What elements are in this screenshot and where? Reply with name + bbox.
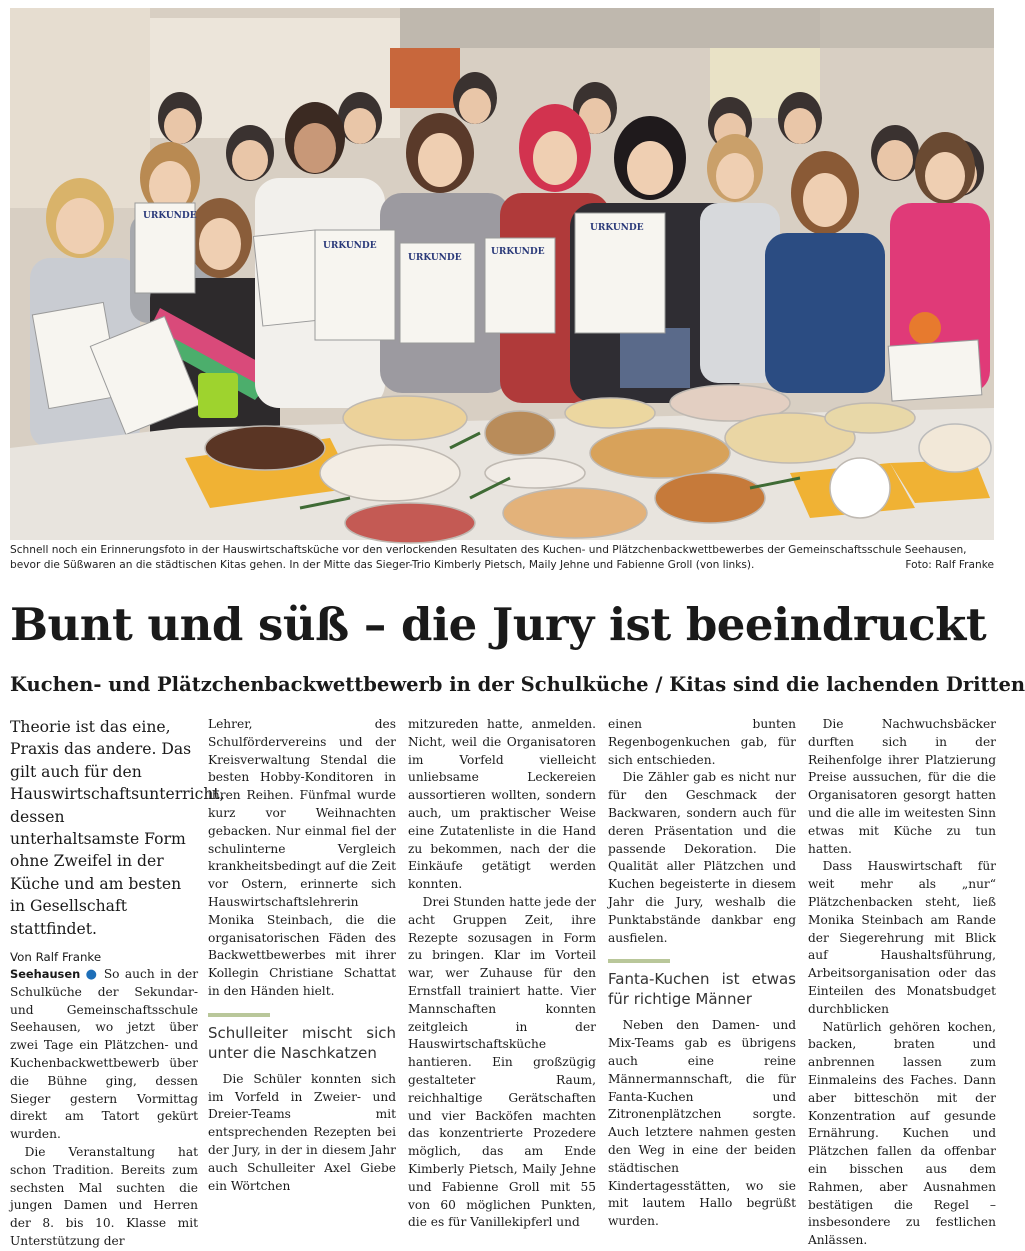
paragraph-4-continued — [608, 716, 796, 769]
paragraph-3 — [208, 1071, 396, 1196]
dateline: Seehausen — [10, 967, 81, 982]
subhead-2: Fanta-Kuchen ist etwas für richtige Männer — [608, 970, 796, 1009]
paragraph-3-text-a: Die Schüler konnten sich im Vorfeld in Zweier- und Dreier-Teams mit entsprechenden Rezepten bei der Jury, in der in diesem Jahr auch Schulleiter Axel Giebe ein Wörtchen — [208, 1071, 396, 1193]
article-column-5 — [808, 716, 996, 1248]
group-photo-icon — [10, 8, 994, 540]
paragraph-3-continued — [408, 716, 596, 894]
photo-credit: Foto: Ralf Franke — [905, 559, 994, 571]
svg-text:URKUNDE: URKUNDE — [590, 223, 644, 233]
paragraph-5: Die Zähler gab es nicht nur für den Geschmack der Backwaren, sondern auch für deren Präsentation und die passende Dekoration. Die Qualität aller Plätzchen und Kuchen begeisterte in diesem Jahr die Jury, weshalb die Punktabstände dankbar eng ausfielen. — [608, 770, 796, 945]
paragraph-6: Neben den Damen- und Mix-Teams gab es übrigens auch eine reine Männermannschaft, die für Fanta-Kuchen und Zitronenplätzchen sorgte. Auch letztere nahmen gesten den Weg in eine der beiden städtischen Kindertagesstätten, wo sie mit lautem Hallo begrüßt wurden. — [608, 1018, 796, 1229]
paragraph-8: Dass Hauswirtschaft für weit mehr als „nur“ Plätzchenbacken steht, ließ Monika Steinbach am Rande der Siegerehrung mit Blick auf Haushaltsführung, Arbeitsorganisation oder das Einteilen des Monatsbudget durchblicken — [808, 859, 996, 1016]
photo-caption — [10, 543, 994, 573]
paragraph-1-text: So auch in der Schulküche der Sekundar- und Gemeinschaftsschule Seehausen, wo jetzt über zwei Tage ein Plätzchen- und Kuchenbackwettbewerb über die Bühne ging, dessen Sieger gestern Vormittag direkt am Tatort gekürt wurden. — [10, 967, 199, 1142]
bullet-dot-icon: ● — [85, 967, 99, 983]
subhead-2-block — [608, 959, 796, 1009]
paragraph-3-text-b: mitzureden hatte, anmelden. Nicht, weil die Organisatoren im Vorfeld vielleicht unliebsame Leckereien aussortieren wollten, sondern auch, um praktischer Weise eine Zutatenliste in die Hand zu bekommen, nach der die Einkäufe getätigt werden konnten. — [408, 717, 596, 892]
paragraph-7: Die Nachwuchsbäcker durften sich in der Reihenfolge ihrer Platzierung Preise aussuchen, für die die Organisatoren gesorgt hatten und die alle im weitesten Sinn etwas mit Küche zu tun hatten. — [808, 717, 996, 856]
article-subheadline: Kuchen- und Plätzchenbackwettbewerb in der Schulküche / Kitas sind die lachenden Dritten — [10, 673, 1025, 696]
paragraph-2 — [10, 1144, 198, 1251]
article-headline: Bunt und süß – die Jury ist beeindruckt — [10, 598, 987, 651]
paragraph-2-text-b: Lehrer, des Schulfördervereins und der Kreisverwaltung Stendal die besten Hobby-Konditoren in ihren Reihen. Fünfmal wurde kurz vor Weihnachten gebacken. Nur einmal fiel der schulinterne Vergleich krankheitsbedingt auf die Zeit vor Ostern, erinnerte sich Hauswirtschaftslehrerin Monika Steinbach, die die organisatorischen Fäden des Backwettbewerbes mit ihrer Kollegin Christiane Schattat in den Händen hielt. — [208, 717, 396, 998]
svg-text:URKUNDE: URKUNDE — [323, 241, 377, 251]
paragraph-2-text-a: Die Veranstaltung hat schon Tradition. Bereits zum sechsten Mal suchten die jungen Damen und Herren der 8. bis 10. Klasse mit Unterstützung der — [10, 1145, 198, 1249]
subhead-2-bar — [608, 959, 670, 963]
paragraph-2-continued — [208, 716, 396, 1001]
subhead-1: Schulleiter mischt sich unter die Naschkatzen — [208, 1023, 396, 1062]
subhead-1-bar — [208, 1013, 270, 1017]
article-column-3 — [408, 716, 596, 1230]
group-photo — [10, 8, 994, 540]
paragraph-4-text-b: einen bunten Regenbogenkuchen gab, für sich entschieden. — [608, 717, 796, 767]
svg-text:URKUNDE: URKUNDE — [143, 211, 197, 221]
paragraph-9: Natürlich gehören kochen, backen, braten und anbrennen lassen zum Einmaleins des Faches. Dann aber bitteschön mit der Konzentration auf gesunde Ernährung. Kuchen und Plätzchen fallen da offenbar ein bisschen aus dem Rahmen, aber Ausnahmen bestätigen die Regel – insbesondere zu festlichen Anlässen. — [808, 1019, 996, 1248]
svg-text:URKUNDE: URKUNDE — [491, 247, 545, 257]
subhead-1-block — [208, 1013, 396, 1063]
article-column-1 — [10, 716, 225, 1249]
article-column-4 — [608, 716, 796, 1229]
svg-text:URKUNDE: URKUNDE — [408, 253, 462, 263]
paragraph-1 — [10, 966, 198, 1144]
caption-text: Schnell noch ein Erinnerungsfoto in der Hauswirtschaftsküche vor den verlockenden Resultaten des Kuchen- und Plätzchenbackwettbewerbes der Gemeinschaftsschule Seehausen, bevor die Süßwaren an die städtischen Kitas gehen. In der Mitte das Sieger-Trio Kimberly Pietsch, Maily Jehne und Fabienne Groll (von links). — [10, 544, 967, 571]
paragraph-4-text-a: Drei Stunden hatte jede der acht Gruppen Zeit, ihre Rezepte sozusagen in Form zu bringen. Klar im Vorteil war, wer Zuhause für den Ernstfall trainiert hatte. Vier Mannschaften konnten zeitgleich in der Hauswirtschaftsküche hantieren. Ein großzügig gestalteter Raum, reichhaltige Gerätschaften und vier Backöfen machten das konzentrierte Prozedere möglich, das am Ende Kimberly Pietsch, Maily Jehne und Fabienne Groll mit 55 von 60 möglichen Punkten, die es für Vanillekipferl und — [408, 894, 596, 1230]
article-column-2 — [208, 716, 396, 1193]
paragraph-4 — [408, 894, 596, 1232]
byline: Von Ralf Franke — [10, 950, 102, 965]
article-lead: Theorie ist das eine, Praxis das andere. Das gilt auch für den Hauswirtschaftsunterricht, dessen unterhaltsamste Form ohne Zweifel in der Küche und am besten in Gesellschaft stattfindet. — [10, 718, 225, 938]
